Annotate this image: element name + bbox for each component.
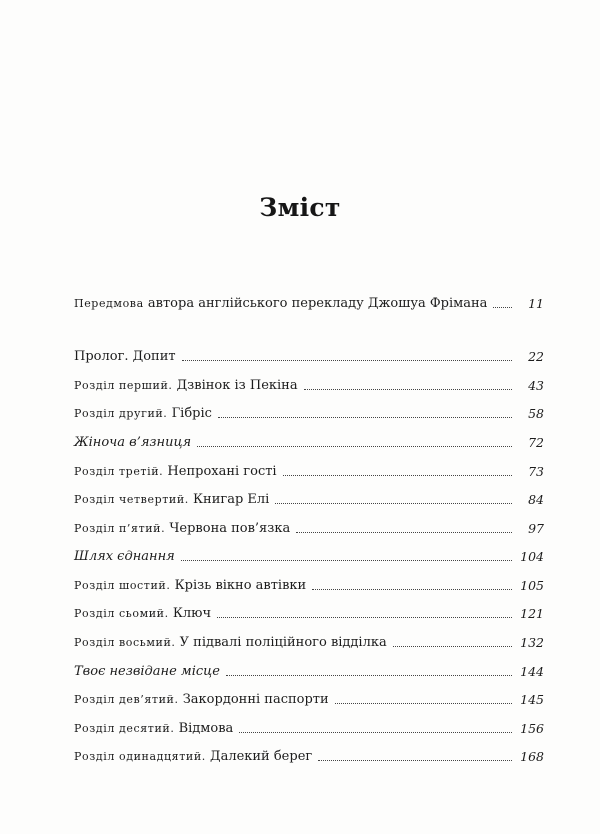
toc-entry-chapter-6[interactable]	[74, 574, 544, 594]
dot-leader	[296, 531, 512, 533]
toc-page-number: 73	[528, 464, 544, 479]
toc-entry-chapter-5[interactable]	[74, 517, 544, 537]
toc-entry-label: Розділ сьомий. Ключ	[74, 606, 212, 621]
dot-leader	[493, 306, 512, 308]
toc-page-number: 144	[520, 664, 544, 679]
page-title: Зміст	[259, 193, 341, 222]
toc-page-number: 168	[520, 749, 544, 764]
toc-entry-chapter-2[interactable]	[74, 402, 544, 422]
toc-entry-label: Пролог. Допит	[74, 349, 176, 364]
dot-leader	[304, 388, 512, 390]
toc-entry-label: Розділ четвертий. Книгар Елі	[74, 492, 270, 507]
dot-leader	[275, 502, 512, 504]
toc-page-number: 104	[520, 549, 544, 564]
toc-page-number: 97	[528, 521, 544, 536]
toc-entry-foreword[interactable]	[74, 292, 544, 312]
toc-page-number: 132	[520, 635, 544, 650]
toc-entry-label: Розділ восьмий. У підвалі поліційного відділка	[74, 635, 387, 650]
toc-entry-label: Розділ другий. Гібріс	[74, 406, 212, 421]
dot-leader	[312, 588, 512, 590]
toc-entry-label: Розділ перший. Дзвінок із Пекіна	[74, 378, 298, 393]
toc-entry-label: Розділ дев’ятий. Закордонні паспорти	[74, 692, 329, 707]
dot-leader	[217, 616, 512, 618]
toc-page-number: 84	[528, 492, 544, 507]
toc-entry-label: Твоє незвідане місце	[74, 664, 220, 679]
toc-page-number: 121	[520, 606, 544, 621]
toc-entry-interlude-3[interactable]	[74, 660, 544, 680]
toc-entry-chapter-4[interactable]	[74, 488, 544, 508]
toc-entry-label: Передмова автора англійського перекладу Джошуа Фрімана	[74, 296, 488, 311]
toc-page-number: 22	[528, 349, 544, 364]
toc-entry-chapter-11[interactable]	[74, 745, 544, 765]
toc-page-number: 156	[520, 721, 544, 736]
toc-entry-interlude-1[interactable]	[74, 431, 544, 451]
toc-entry-label: Жіноча в’язниця	[74, 435, 192, 450]
toc-entry-label: Розділ шостий. Крізь вікно автівки	[74, 578, 307, 593]
dot-leader	[283, 474, 512, 476]
toc-entry-label: Розділ одинадцятий. Далекий берег	[74, 749, 313, 764]
toc-entry-chapter-1[interactable]	[74, 374, 544, 394]
toc-entry-label: Шлях єднання	[74, 549, 175, 564]
dot-leader	[393, 645, 512, 647]
dot-leader	[335, 702, 512, 704]
toc-entry-chapter-8[interactable]	[74, 631, 544, 651]
toc-entry-chapter-3[interactable]	[74, 460, 544, 480]
toc-entry-prologue[interactable]	[74, 345, 544, 365]
toc-entry-label: Розділ десятий. Відмова	[74, 721, 234, 736]
dot-leader	[181, 559, 512, 561]
toc-entry-label: Розділ п’ятий. Червона пов’язка	[74, 521, 291, 536]
dot-leader	[182, 359, 512, 361]
toc-page-number: 11	[528, 296, 544, 311]
toc-page-number: 43	[528, 378, 544, 393]
toc-entry-chapter-9[interactable]	[74, 688, 544, 708]
toc-page-number: 72	[528, 435, 544, 450]
toc-page-number: 105	[520, 578, 544, 593]
toc-page-number: 145	[520, 692, 544, 707]
dot-leader	[226, 674, 512, 676]
dot-leader	[318, 759, 512, 761]
dot-leader	[218, 416, 512, 418]
toc-page-number: 58	[528, 406, 544, 421]
toc-entry-chapter-7[interactable]	[74, 602, 544, 622]
toc-entry-chapter-10[interactable]	[74, 717, 544, 737]
dot-leader	[197, 445, 512, 447]
toc-entry-interlude-2[interactable]	[74, 545, 544, 565]
dot-leader	[239, 731, 512, 733]
toc-entry-label: Розділ третій. Непрохані гості	[74, 464, 277, 479]
